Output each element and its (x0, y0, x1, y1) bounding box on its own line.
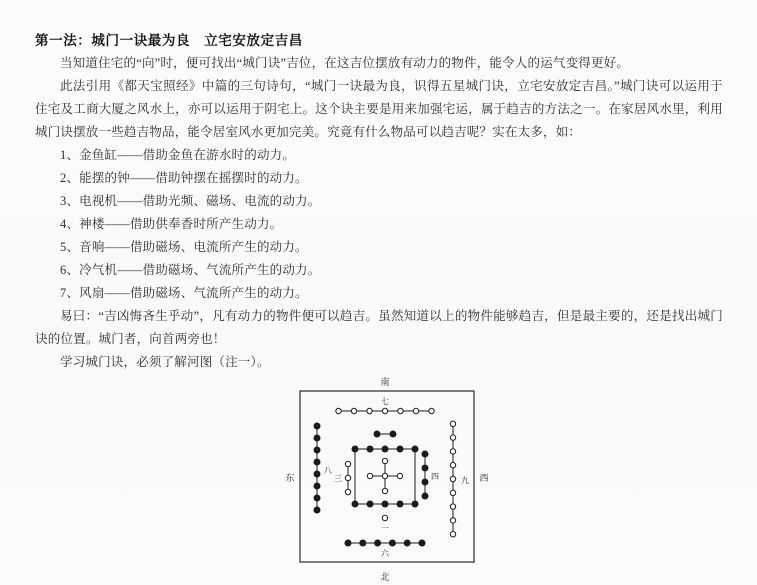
svg-text:六: 六 (381, 549, 389, 558)
svg-text:三: 三 (334, 474, 342, 483)
section-heading: 第一法：城门一诀最为良 立宅安放定吉昌 (35, 33, 303, 48)
svg-text:四: 四 (431, 472, 439, 481)
paragraph-yijing: 7、风扇——借助磁场、气流所产生的动力。 (60, 286, 308, 300)
hetu-diagram-svg (282, 373, 492, 583)
paragraph-intro: 当知道住宅的“向”时，便可找出“城门诀”吉位，在这吉位摆放有动力的物件，能令人的运气变得更好。 (60, 56, 630, 70)
paragraph-yijing-quote: 易曰：“吉凶悔吝生乎动”，凡有动力的物件便可以趋吉。虽然知道以上的物件能够趋吉，但是最主要的，还是找出城门诀的位置。城门者，向首两旁也！ (35, 309, 723, 346)
hetu-river-map-diagram (282, 373, 492, 583)
list-item: 5、音响——借助磁场、电流所产生的动力。 (60, 240, 308, 254)
paragraph-study: 学习城门诀，必须了解河图（注一）。 (60, 355, 270, 369)
svg-text:北: 北 (380, 572, 390, 582)
list-item: 6、冷气机——借助磁场、气流所产生的动力。 (60, 263, 321, 277)
document-body (35, 29, 723, 374)
svg-text:东: 东 (285, 473, 295, 483)
list-item: 2、能摆的钟——借助钟摆在摇摆时的动力。 (60, 171, 308, 185)
list-item: 3、电视机——借助光频、磁场、电流的动力。 (60, 194, 321, 208)
svg-text:一: 一 (381, 524, 389, 533)
svg-text:八: 八 (324, 466, 332, 475)
svg-text:南: 南 (380, 377, 390, 387)
svg-text:西: 西 (479, 473, 489, 483)
list-item: 4、神楼——借助供奉香时所产生动力。 (60, 217, 283, 231)
list-item: 1、金鱼缸——借助金鱼在游水时的动力。 (60, 148, 296, 162)
paragraph-method: 此法引用《都天宝照经》中篇的三句诗句，“城门一诀最为良，识得五星城门诀，立宅安放定吉昌。”城门诀可以运用于住宅及工商大厦之风水上，亦可以运用于阴宅上。这个诀主要是用来加强宅运，属于趋吉的方法之一。在家居风水里，利用城门诀摆放一些趋吉物品，能令居室风水更加完美。究竟有什么物品可以趋吉呢？实在太多，如： (35, 79, 723, 139)
svg-text:七: 七 (381, 397, 389, 406)
svg-text:九: 九 (461, 476, 469, 485)
